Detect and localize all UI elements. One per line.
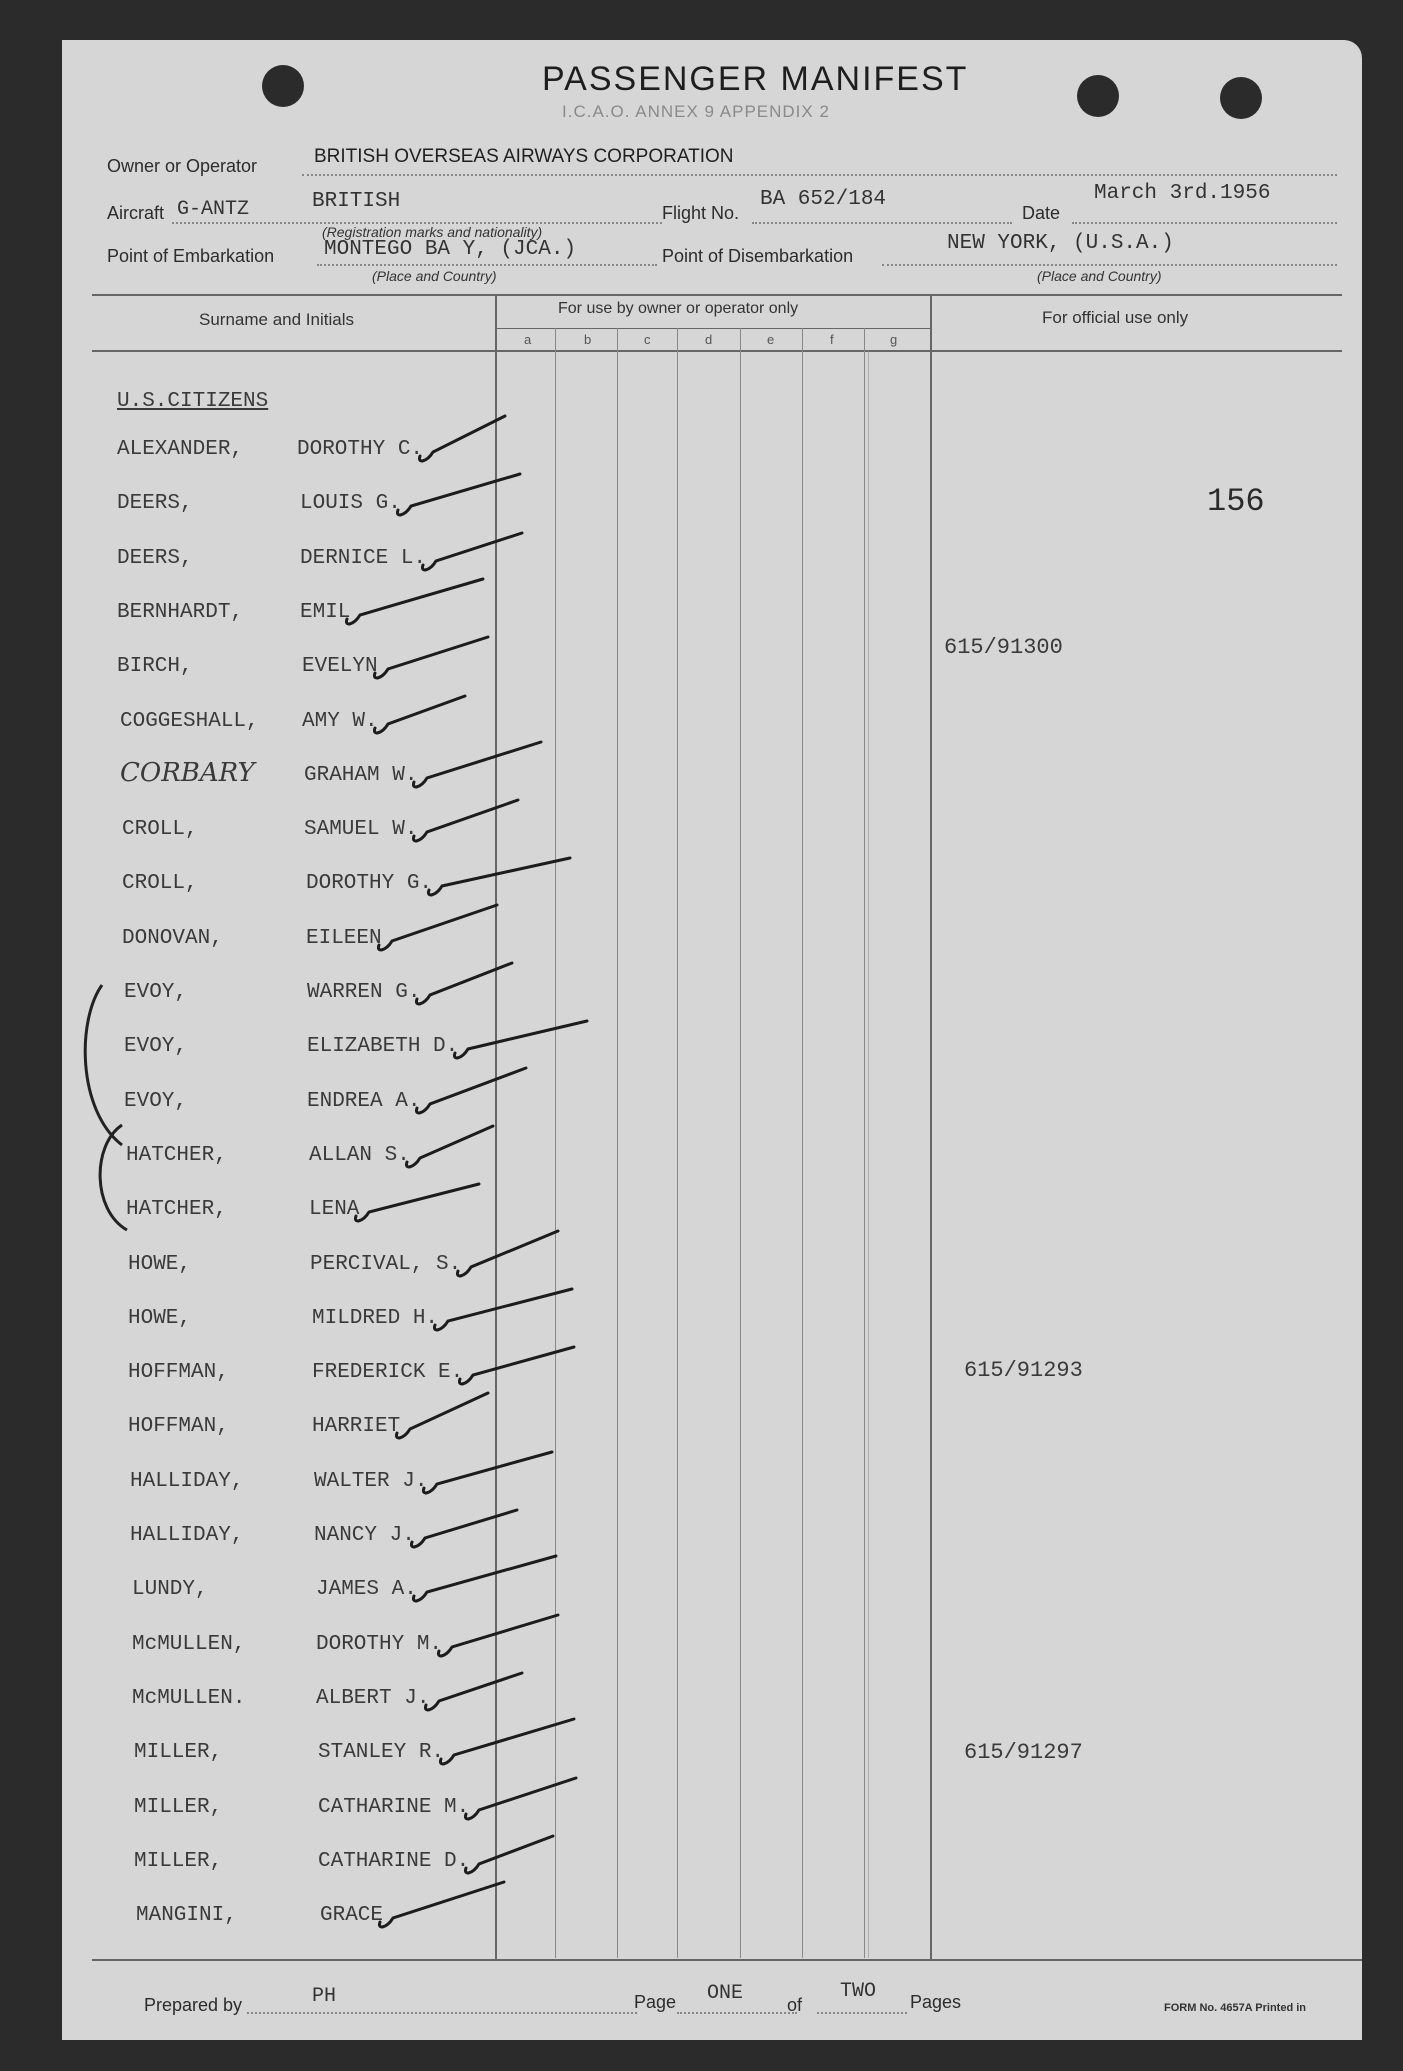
passenger-row [62,1850,1362,1890]
flight-label: Flight No. [662,203,740,223]
embarkation-value: MONTEGO BA Y, (JCA.) [324,238,577,261]
passenger-given-names: CATHARINE M. [318,1795,470,1819]
passenger-given-names: CATHARINE D. [318,1849,470,1873]
passenger-row [62,710,1362,750]
passenger-row [62,1741,1362,1781]
passenger-given-names: EMIL [300,600,351,624]
passenger-given-names: ELIZABETH D. [307,1035,459,1059]
passenger-given-names: NANCY J. [314,1524,415,1547]
passenger-given-names: GRAHAM W. [304,763,418,787]
passenger-row [62,1470,1362,1510]
passenger-row [62,981,1362,1021]
date-label: Date [1022,203,1061,223]
check-mark-icon [455,1331,655,1391]
check-mark-icon [434,1603,634,1663]
disembarkation-note: (Place and Country) [1037,268,1162,284]
punch-hole [1220,77,1262,119]
passenger-given-names: EILEEN [306,926,382,950]
passenger-row [62,1415,1362,1455]
passenger-surname: ALEXANDER, [117,438,244,461]
owner-value: BRITISH OVERSEAS AIRWAYS CORPORATION [314,146,734,167]
check-mark-icon [415,408,615,468]
manifest-sheet [62,40,1362,2040]
passenger-row [62,757,1362,804]
passenger-given-names: STANLEY R. [318,1741,445,1765]
check-mark-icon [409,1548,609,1608]
passenger-surname: HALLIDAY, [130,1524,244,1547]
passenger-given-names: HARRIET [312,1415,401,1439]
passenger-surname: HOWE, [128,1252,192,1276]
col-header-owner: For use by owner or operator only [558,300,799,317]
punch-hole [1077,75,1119,117]
passenger-surname: EVOY, [124,1089,188,1113]
passenger-surname: MILLER, [134,1741,223,1765]
passenger-surname: HOFFMAN, [128,1361,229,1385]
passenger-row [62,1578,1362,1618]
passenger-row [62,1633,1362,1673]
passenger-given-names: JAMES A. [316,1578,417,1602]
passenger-row [62,1090,1362,1130]
check-mark-icon [393,462,593,522]
check-mark-icon [419,1440,619,1500]
page-label: Page [634,1992,677,2012]
check-mark-icon [453,1223,653,1283]
sub-col-e: e [767,332,775,347]
passenger-surname: EVOY, [124,981,188,1004]
passenger-surname: MILLER, [134,1795,223,1819]
check-mark-icon [392,1385,592,1445]
passenger-surname: HATCHER, [126,1143,227,1167]
disembarkation-value: NEW YORK, (U.S.A.) [947,232,1174,255]
passenger-row [62,872,1362,912]
embarkation-note: (Place and Country) [372,268,497,284]
form-title: PASSENGER MANIFEST [542,60,969,98]
total-pages-value: TWO [840,1980,877,2003]
check-mark-icon [436,1711,636,1771]
passenger-row [62,818,1362,858]
aircraft-label: Aircraft [107,203,165,223]
col-header-official: For official use only [1042,308,1189,327]
punch-hole [262,65,304,107]
passenger-row [62,438,1362,478]
passenger-row [62,601,1362,641]
check-mark-icon [370,625,570,685]
passenger-surname: HALLIDAY, [130,1469,244,1493]
sub-col-b: b [584,332,592,347]
check-mark-icon [430,1277,630,1337]
check-mark-icon [342,571,542,631]
check-mark-icon [409,788,609,848]
sub-col-c: c [644,332,651,347]
prepared-value: PH [312,1985,337,2008]
official-number: 615/91297 [964,1740,1083,1765]
sub-col-f: f [830,332,834,347]
passenger-row [62,1253,1362,1293]
passenger-given-names: EVELYN [302,655,378,679]
official-number: 615/91293 [964,1358,1083,1383]
check-mark-icon [424,842,624,902]
official-number: 615/91300 [944,635,1063,660]
passenger-given-names: ALBERT J. [316,1686,430,1710]
col-header-surname: Surname and Initials [199,310,354,329]
sub-col-d: d [705,332,713,347]
passenger-given-names: FREDERICK E. [312,1361,464,1385]
check-mark-icon [412,951,612,1011]
passenger-surname: MILLER, [134,1849,223,1873]
disembarkation-label: Point of Disembarkation [662,246,854,266]
passenger-row [62,1198,1362,1238]
of-label: of [787,1995,803,2015]
passenger-surname: DEERS, [117,492,193,516]
owner-label: Owner or Operator [107,156,258,176]
passenger-row [62,1524,1362,1564]
passenger-given-names: GRACE [320,1904,384,1928]
check-mark-icon [351,1168,551,1228]
check-mark-icon [375,1874,575,1934]
passenger-given-names: ALLAN S. [309,1143,410,1167]
passenger-surname: HOWE, [128,1306,192,1330]
passenger-given-names: LOUIS G. [300,492,401,516]
sub-col-g: g [890,332,898,347]
passenger-given-names: DOROTHY C. [297,438,424,461]
passenger-given-names: DOROTHY G. [306,872,433,896]
check-mark-icon [412,1060,612,1120]
passenger-surname: BERNHARDT, [117,600,244,624]
official-count: 156 [1207,483,1265,520]
prepared-label: Prepared by [144,1995,243,2015]
passenger-row [62,1687,1362,1727]
passenger-given-names: LENA [309,1198,360,1222]
page-value: ONE [707,1982,744,2005]
passenger-surname: EVOY, [124,1035,188,1059]
passenger-surname: McMULLEN, [132,1632,246,1656]
passenger-given-names: MILDRED H. [312,1306,439,1330]
passenger-given-names: AMY W. [302,709,378,733]
passenger-row [62,1361,1362,1401]
passenger-surname: LUNDY, [132,1578,208,1602]
check-mark-icon [374,897,574,957]
check-mark-icon [421,1657,621,1717]
form-subtitle: I.C.A.O. ANNEX 9 APPENDIX 2 [562,102,830,121]
check-mark-icon [370,680,570,740]
flight-value: BA 652/184 [760,188,887,211]
passenger-surname: COGGESHALL, [120,709,259,733]
passenger-row [62,655,1362,695]
passenger-surname: McMULLEN. [132,1686,246,1710]
passenger-given-names: SAMUEL W. [304,818,418,842]
passenger-row [62,1035,1362,1075]
passenger-row [62,1796,1362,1836]
check-mark-icon [407,1494,607,1554]
check-mark-icon [461,1766,661,1826]
passenger-surname: MANGINI, [136,1904,237,1928]
aircraft-nationality: BRITISH [312,190,401,213]
passenger-surname: BIRCH, [117,655,193,679]
passenger-given-names: DERNICE L. [300,546,427,570]
passenger-surname: CROLL, [122,818,198,842]
embarkation-label: Point of Embarkation [107,246,275,266]
check-mark-icon [418,517,618,577]
passenger-surname: DONOVAN, [122,926,223,950]
passenger-given-names: WARREN G. [307,981,421,1004]
passenger-given-names: WALTER J. [314,1469,428,1493]
check-mark-icon [409,734,609,794]
check-mark-icon [461,1820,661,1880]
passenger-given-names: PERCIVAL, S. [310,1252,462,1276]
passenger-given-names: DOROTHY M. [316,1632,443,1656]
passenger-surname: DEERS, [117,546,193,570]
date-value: March 3rd.1956 [1094,182,1271,205]
section-heading: U.S.CITIZENS [117,390,269,413]
passenger-row [62,927,1362,967]
aircraft-registration: G-ANTZ [177,198,250,221]
pages-label: Pages [910,1992,962,2012]
check-mark-icon [402,1114,602,1174]
form-number: FORM No. 4657A Printed in [1164,2002,1307,2014]
passenger-row [62,547,1362,587]
check-mark-icon [450,1005,650,1065]
passenger-given-names: ENDREA A. [307,1089,421,1113]
passenger-surname: CORBARY [120,757,255,788]
passenger-surname: HATCHER, [126,1198,227,1222]
sub-col-a: a [524,332,532,347]
passenger-surname: HOFFMAN, [128,1415,229,1439]
passenger-row [62,1904,1362,1944]
aircraft-note: (Registration marks and nationality) [322,224,543,240]
passenger-row [62,492,1362,532]
passenger-row [62,1144,1362,1184]
passenger-surname: CROLL, [122,872,198,896]
passenger-row [62,1307,1362,1347]
